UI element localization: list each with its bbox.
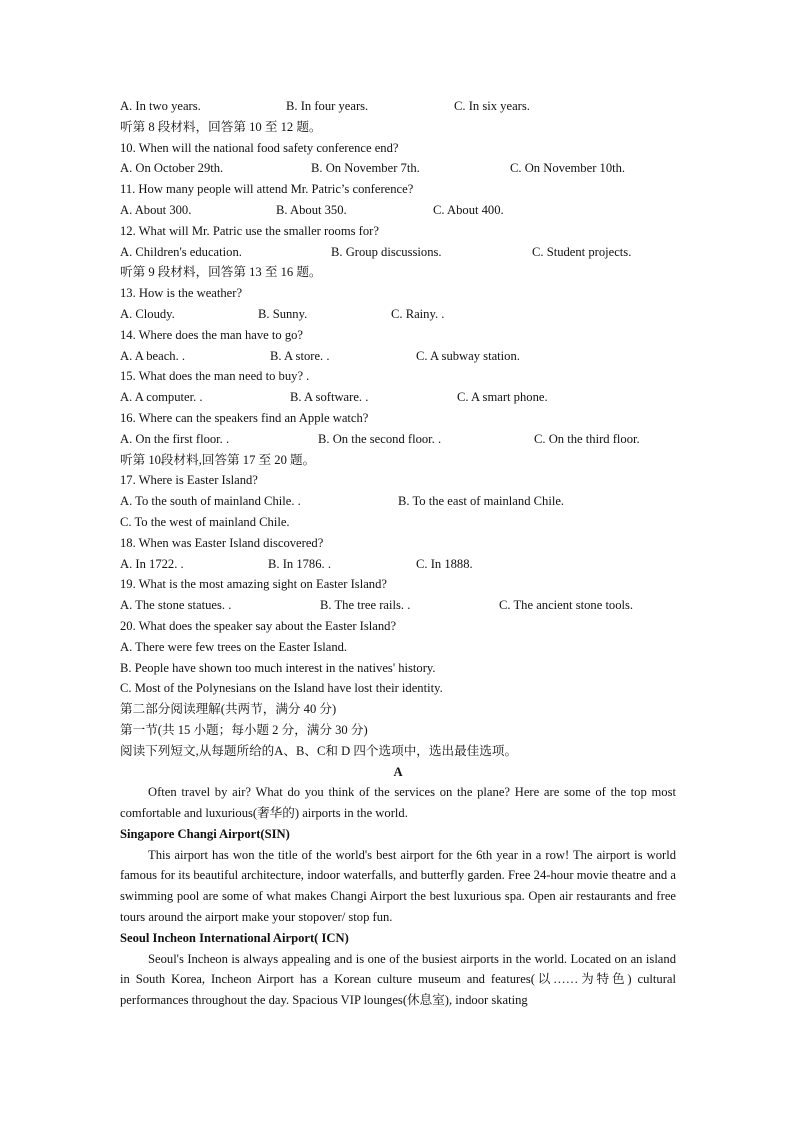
exam-page [120, 96, 676, 1011]
answer-option: B. About 350. [276, 202, 347, 217]
text-line: 20. What does the speaker say about the Easter Island? [120, 618, 397, 633]
text-line: 14. Where does the man have to go? [120, 327, 304, 342]
answer-option: B. In four years. [286, 99, 369, 113]
passage-letter: A [393, 764, 403, 779]
answer-option: A. In two years. [120, 99, 201, 113]
option-row [120, 554, 676, 575]
option-row [120, 346, 676, 367]
text-line: 12. What will Mr. Patric use the smaller rooms for? [120, 223, 379, 238]
answer-option: A. A beach. . [120, 348, 186, 363]
answer-option: C. The ancient stone tools. [499, 598, 634, 613]
answer-option: B. Sunny. [258, 306, 308, 321]
text-line: 第二部分阅读理解(共两节，满分 40 分) [120, 702, 337, 717]
answer-option: B. In 1786. . [268, 556, 331, 571]
option-row [120, 200, 676, 221]
paragraph-singapore: This airport has won the title of the world's best airport for the 6th year in a row! The airport is world famous for its beautiful architecture, indoor waterfalls, and butterfly garden. Free 24-hour movie theatre and a swimming pool are some of what makes Changi Airport the best luxurious spa. Open air restaurants and free tours around the airport make your stopover/ stop fun. [120, 847, 676, 925]
answer-option: C. A smart phone. [457, 390, 548, 405]
passage-intro: Often travel by air? What do you think of the services on the plane? Here are some of the top most comfortable and luxurious(奢华的) airports in the world. [120, 785, 676, 821]
text-line: 13. How is the weather? [120, 286, 243, 301]
text-line: 19. What is the most amazing sight on Easter Island? [120, 577, 387, 592]
text-line: B. People have shown too much interest in the natives' history. [120, 660, 436, 675]
text-line: 听第 8 段材料，回答第 10 至 12 题。 [120, 119, 322, 134]
text-line: 听第 9 段材料，回答第 13 至 16 题。 [120, 265, 322, 280]
option-row [120, 158, 676, 179]
answer-option: C. In 1888. [416, 556, 473, 571]
section-heading-seoul: Seoul Incheon International Airport( ICN) [120, 930, 349, 945]
answer-option: A. About 300. [120, 202, 192, 217]
option-row [120, 242, 676, 263]
text-line: C. To the west of mainland Chile. [120, 514, 290, 529]
answer-option: C. On the third floor. [534, 431, 640, 446]
paragraph-seoul: Seoul's Incheon is always appealing and is one of the busiest airports in the world. Located on an island in South Korea, Incheon Airport has a Korean culture museum and features(以……为特色) cultural performances throughout the day. Spacious VIP lounges(休息室), indoor skating [120, 951, 676, 1008]
answer-option: C. On November 10th. [510, 161, 626, 176]
answer-option: B. On November 7th. [311, 161, 420, 176]
text-line: 15. What does the man need to buy? . [120, 369, 310, 384]
text-line: C. Most of the Polynesians on the Island have lost their identity. [120, 681, 443, 696]
answer-option: A. A computer. . [120, 390, 203, 405]
option-row [120, 96, 676, 117]
text-line: 11. How many people will attend Mr. Patric’s conference? [120, 182, 414, 197]
answer-option: A. To the south of mainland Chile. . [120, 494, 301, 509]
text-line: A. There were few trees on the Easter Island. [120, 639, 348, 654]
answer-option: C. In six years. [454, 99, 530, 113]
answer-option: A. The stone statues. . [120, 598, 232, 613]
text-line: 18. When was Easter Island discovered? [120, 535, 324, 550]
answer-option: B. To the east of mainland Chile. [398, 494, 565, 509]
option-row [120, 304, 676, 325]
option-row [120, 595, 676, 616]
text-line: 17. Where is Easter Island? [120, 473, 258, 488]
text-line: 16. Where can the speakers find an Apple watch? [120, 410, 369, 425]
answer-option: B. A store. . [270, 348, 330, 363]
section-heading-singapore: Singapore Changi Airport(SIN) [120, 826, 290, 841]
question-lines [120, 96, 676, 762]
answer-option: B. On the second floor. . [318, 431, 442, 446]
text-line: 10. When will the national food safety conference end? [120, 140, 399, 155]
answer-option: A. Children's education. [120, 244, 242, 259]
answer-option: A. On October 29th. [120, 161, 224, 176]
answer-option: B. A software. . [290, 390, 369, 405]
text-line: 第一节(共 15 小题；每小题 2 分，满分 30 分) [120, 722, 368, 737]
option-row [120, 491, 676, 512]
answer-option: A. Cloudy. [120, 306, 175, 321]
answer-option: B. Group discussions. [331, 244, 442, 259]
text-line: 阅读下列短文,从每题所给的A、B、C和 D 四个选项中，选出最佳选项。 [120, 743, 518, 758]
answer-option: C. Student projects. [532, 244, 632, 259]
answer-option: B. The tree rails. . [320, 598, 411, 613]
answer-option: A. In 1722. . [120, 556, 184, 571]
option-row [120, 387, 676, 408]
answer-option: C. A subway station. [416, 348, 520, 363]
answer-option: A. On the first floor. . [120, 431, 230, 446]
text-line: 听第 10段材料,回答第 17 至 20 题。 [120, 452, 316, 467]
option-row [120, 429, 676, 450]
answer-option: C. Rainy. . [391, 306, 445, 321]
answer-option: C. About 400. [433, 202, 504, 217]
